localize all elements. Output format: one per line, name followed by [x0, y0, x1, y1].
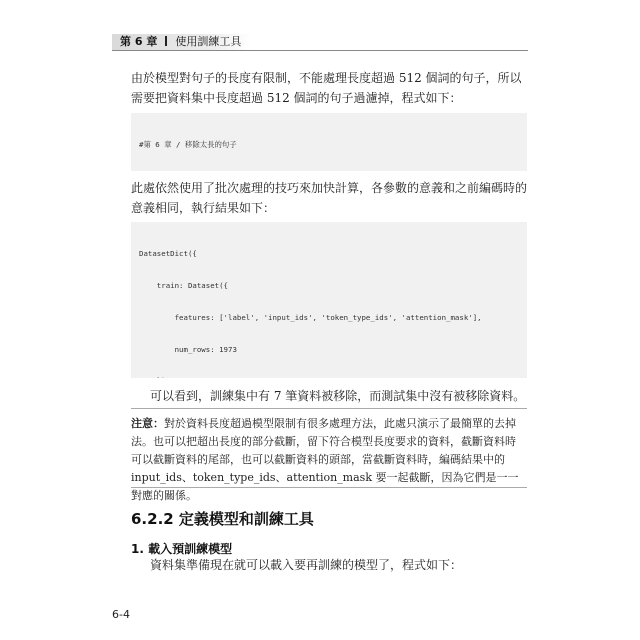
page-number: 6-4	[112, 608, 130, 621]
code-line: train: Dataset({	[139, 280, 228, 290]
note-text-block	[131, 415, 523, 505]
paragraph-filter-intro: 由於模型對句子的長度有限制，不能處理長度超過 512 個詞的句子，所以需要把資料集中長度超過 512 個詞的句子過濾掉，程式如下：	[131, 71, 522, 105]
note-label: 注意：	[131, 417, 164, 430]
code-line	[139, 376, 527, 378]
code-line: #第 6 章 / 移除太長的句子	[139, 140, 237, 150]
running-header	[112, 34, 528, 52]
code-line: num_rows: 1973	[139, 344, 237, 354]
code-line: features: ['label', 'input_ids', 'token_type_ids', 'attention_mask'],	[139, 312, 482, 322]
section-heading: 6.2.2 定義模型和訓練工具	[131, 510, 314, 528]
paragraph-load-model: 資料集準備現在就可以載入要再訓練的模型了，程式如下：	[150, 558, 463, 572]
sub-heading: 1. 載入預訓練模型	[131, 542, 233, 556]
code-block-output	[131, 222, 527, 378]
note-box	[131, 408, 527, 502]
chapter-number: 第 6 章	[120, 35, 158, 48]
code-block-filter	[131, 113, 527, 171]
header-rule	[112, 50, 528, 51]
header-separator	[165, 36, 167, 46]
code-line: DatasetDict({	[139, 249, 197, 259]
chapter-tab	[112, 34, 251, 50]
chapter-title: 使用訓練工具	[175, 35, 242, 48]
paragraph-batch-note: 此處依然使用了批次處理的技巧來加快計算，各參數的意義和之前編碼時的意義相同，執行結果如下：	[131, 181, 528, 215]
note-body: 對於資料長度超過模型限制有很多處理方法，此處只演示了最簡單的去掉法。也可以把超出長度的部分截斷，留下符合模型長度要求的資料，截斷資料時可以截斷資料的尾部，也可以截斷資料的頭部，當截斷資料時，編碼結果中的 input_ids、token_type_ids、attention_mask 要一起截斷，因為它們是一一對應的關係。	[131, 417, 519, 502]
paragraph-result: 可以看到，訓練集中有 7 筆資料被移除，而測試集中沒有被移除資料。	[150, 389, 526, 403]
